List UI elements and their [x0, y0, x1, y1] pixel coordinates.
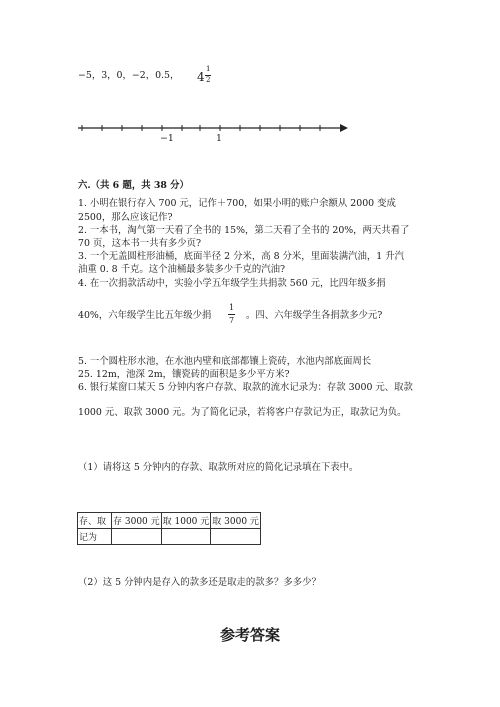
table-cell: 取 1000 元: [161, 513, 211, 529]
number-line-label-neg1: −1: [160, 133, 174, 144]
number-line: [70, 118, 360, 148]
table-cell: [161, 529, 211, 545]
fraction-denominator: 2: [206, 76, 211, 84]
problem-4-fraction: [228, 303, 240, 329]
table-row: [78, 529, 261, 545]
problem-2-line-1: 2. 一本书，淘气第一天看了全书的 15%，第二天看了全书的 20%，两天共看了: [78, 225, 410, 236]
problem-3-line-2: 油重 0. 8 千克。这个油桶最多装多少千克的汽油?: [78, 264, 286, 275]
numbers-list: −5，3，0，−2，0.5，: [78, 70, 180, 81]
problem-6-line-2: 1000 元、取款 3000 元。为了简化记录，若将客户存款记为正，取款记为负。: [78, 407, 407, 418]
number-line-label-1: 1: [216, 133, 222, 144]
table-cell: 存 3000 元: [112, 513, 162, 529]
table-cell: [112, 529, 162, 545]
record-table: [77, 512, 261, 545]
table-cell: 取 3000 元: [211, 513, 261, 529]
table-row: [78, 513, 261, 529]
problem-4-line-2a: 40%，六年级学生比五年级少捐: [78, 310, 212, 321]
table-cell: 记为: [78, 529, 112, 545]
problem-5-line-2: 25. 12m，池深 2m，镶瓷砖的面积是多少平方米?: [78, 369, 290, 380]
problem-4-fraction-denominator: 7: [229, 316, 235, 325]
mixed-fraction: [197, 65, 217, 89]
table-cell: 存、取: [78, 513, 112, 529]
problem-4-line-2b: 。四、六年级学生各捐款多少元?: [246, 310, 383, 321]
problem-1-line-2: 2500，那么应该记作?: [78, 212, 173, 223]
table-cell: [211, 529, 261, 545]
fraction-whole: 4: [197, 70, 205, 84]
problem-1-line-1: 1. 小明在银行存入 700 元，记作＋700，如果小明的账户余额从 2000 变成: [78, 198, 396, 209]
problem-4-fraction-numerator: 1: [229, 303, 235, 312]
problem-4-line-1: 4. 在一次捐款活动中，实验小学五年级学生共捐款 560 元，比四年级多捐: [78, 278, 386, 289]
problem-4-fraction-bar: [228, 314, 235, 315]
problem-6-line-1: 6. 银行某窗口某天 5 分钟内客户存款、取款的流水记录为：存款 3000 元、取款: [78, 382, 413, 393]
number-line-arrow: [340, 124, 348, 132]
problem-2-line-2: 70 页，这本书一共有多少页?: [78, 238, 202, 249]
problem-5-line-1: 5. 一个圆柱形水池，在水池内壁和底部都镶上瓷砖，水池内部底面周长: [78, 356, 372, 367]
fraction-numerator: 1: [206, 65, 211, 73]
question-2: （2）这 5 分钟内是存入的款多还是取走的款多？多多少？: [78, 577, 321, 588]
problem-3-line-1: 3. 一个无盖圆柱形油桶，底面半径 2 分米，高 8 分米，里面装满汽油，1 升汽: [78, 251, 404, 262]
answer-title: 参考答案: [219, 626, 280, 644]
question-1: （1）请将这 5 分钟内的存款、取款所对应的简化记录填在下表中。: [78, 462, 359, 473]
section-title: 六.（共 6 题，共 38 分）: [78, 180, 189, 191]
